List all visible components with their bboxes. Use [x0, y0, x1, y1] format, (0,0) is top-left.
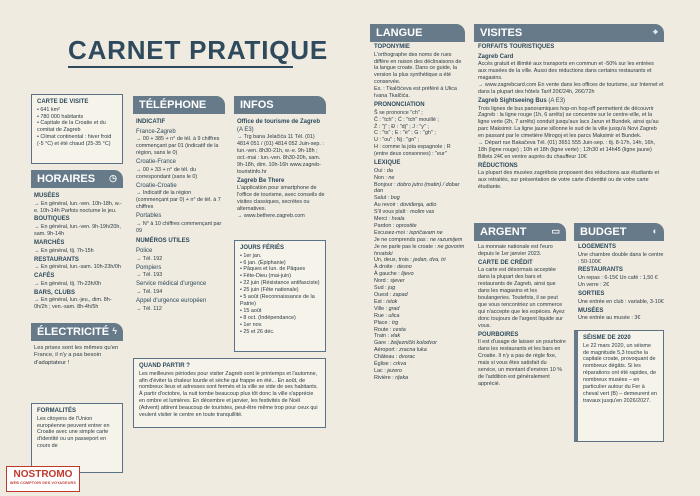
number-name: Police [136, 248, 153, 255]
lexique-entry [374, 340, 466, 347]
fr-hr-text: → 00 + 385 + n° de tél. à 9 chiffres commençant par 01 (indicatif de la région, sans le 0) [136, 136, 220, 157]
argent-intro: La monnaie nationale est l'euro depuis le 1er janvier 2023. [478, 244, 553, 257]
bus-title-line [478, 98, 664, 106]
carte-credit-title: CARTE DE CRÉDIT [478, 259, 533, 266]
telephone-heading: TÉLÉPHONE [139, 98, 207, 111]
budget-group-title: SORTIES [578, 290, 605, 297]
lexique-fr: Je ne comprends pas : [374, 236, 431, 243]
lexique-fr: Bonjour : [374, 181, 398, 188]
horaires-group-text: → En général, tlj. 7h-15h [34, 247, 94, 254]
horaires-group-text: → En général, lun.-ven. 10h-18h, w.-e. 10h-14h Parfois nocturne le jeu. [34, 200, 122, 214]
carte-visite-item: • Capitale de la Croatie et du comitat de Zagreb [37, 120, 106, 134]
app-text: L'application pour smartphone de l'office de tourisme, avec conseils de visites classiques, secrètes ou alternatives. [237, 185, 325, 213]
lexique-entry [374, 313, 466, 320]
prononciation-title: PRONONCIATION [374, 102, 425, 109]
hr-fr-text: → 00 + 33 + n° de tél. du correspondant (sans le 0) [136, 166, 198, 180]
reductions-text: La plupart des musées zagrébois proposent des réductions aux étudiants et aux retraités, sur présentation de votre carte d'identité ou de votre carte étudiante. [478, 170, 659, 191]
number-name: Appel d'urgence européen [136, 297, 207, 304]
lexique-fr: Oui : [374, 167, 387, 174]
lexique-fr: Rue : [374, 312, 389, 319]
ferie-item: • 22 juin (Résistance antifasciste) [240, 280, 320, 287]
lexique-hr: molim vas [410, 209, 435, 216]
lexique-hr: ne govorim hrvatski [374, 243, 465, 257]
lexique-entry [374, 333, 466, 340]
logo-tagline: WEB COMPTOIR DES VOYAGEURS [10, 481, 76, 485]
formalites-heading: FORMALITÉS [37, 408, 76, 414]
infos-heading: INFOS [240, 98, 274, 111]
lexique-hr: ispričavam ne [409, 229, 443, 236]
prononciation-line: H : comme la jota espagnole ; R (entre deux consonnes) : "eur" [374, 144, 451, 158]
lexique-entry [374, 320, 466, 327]
lexique-hr: bog [390, 195, 400, 202]
lexique-hr: ulica [388, 312, 400, 319]
jours-feries-box [234, 240, 326, 352]
hr-hr-text: → Indicatif de la région (commençant par 0) + n° de tél. à 7 chiffres [136, 190, 221, 211]
horaires-group-title: CAFÉS [34, 273, 55, 280]
toponymie-example: Ex. : Tkalčićeva est préféré à Ulica Ivana Tkalčića. [374, 86, 457, 100]
lexique-entry [374, 168, 466, 175]
lexique-hr: ne [388, 174, 395, 181]
lexique-fr: Église : [374, 361, 394, 368]
lexique-hr: zracna luka [399, 347, 427, 354]
toponymie-text: L'orthographe des noms de rues diffère en raison des déclinaisons de la langue croate. Dans ce guide, la version la plus synthétique a été conservée. [374, 51, 462, 86]
langue-content [374, 44, 466, 382]
pourboires-text: Il est d'usage de laisser un pourboire dans les restaurants et les bars en Croatie. Il n'y a pas de règle fixe, mais si vous êtes satisfait du service, un montant d'environ 10 % de l'addition est généralement apprécié. [478, 339, 566, 387]
visites-header [474, 24, 664, 42]
horaires-group-text: → En général, lun.-jeu., dim. 8h-0h/2h ; ven.-sam. 8h-4h/5h [34, 297, 112, 311]
lexique-hr: željeznički kolodvor [390, 340, 437, 347]
zagreb-card-text: Accès gratuit et illimité aux transports en commun et -50% sur les entrées aux musées de la ville. Aussi des réductions dans certains restaurants et magasins. [478, 61, 654, 82]
lexique-hr: trg [391, 319, 399, 326]
toponymie-title: TOPONYMIE [374, 44, 410, 50]
prononciation-line: Č : "tch" ; Ć : "tch" mouillé ; [374, 116, 439, 123]
lexique-entry [374, 278, 466, 285]
number-value: → Tél. 112 [136, 305, 162, 312]
feries-heading: JOURS FÉRIÉS [240, 245, 285, 251]
seisme-text: Le 22 mars 2020, un séisme de magnitude 5,3 touche la capitale croate, provoquant de nombreux dégâts. Si les réparations ont été rapides, de nombreux musées – en particulier autour du Fer à cheval vert (B) – demeurent en travaux jusqu'en 2026/2027. [583, 342, 658, 404]
lexique-fr: Nord : [374, 278, 391, 285]
horaires-group-title: RESTAURANTS [34, 256, 79, 263]
lexique-hr: zapad [392, 292, 408, 299]
ferie-item: • 25 juin (Fête nationale) [240, 287, 299, 294]
lexique-entry [374, 237, 466, 244]
app-link[interactable]: → www.bethere.zagreb.com [237, 213, 305, 220]
lexique-fr: Non : [374, 174, 389, 181]
lexique-hr: da [386, 167, 393, 174]
lexique-fr: Un, deux, trois : [374, 257, 414, 264]
office-ref: (A E3) [237, 126, 254, 133]
argent-heading: ARGENT [480, 225, 527, 238]
lexique-fr: À gauche : [374, 271, 402, 278]
lexique-entry [374, 292, 466, 299]
horaires-group-title: BARS, CLUBS [34, 289, 76, 296]
budget-header [574, 223, 664, 241]
ferie-item: • Pâques et lun. de Pâques [240, 266, 306, 273]
quand-heading: QUAND PARTIR ? [139, 363, 190, 369]
lexique-fr: Pardon : [374, 222, 396, 229]
bus-ref: (A E3) [548, 97, 566, 104]
prononciation-line: Ž : "j" ; Đ : "dj" ; J : "y" ; [374, 123, 429, 130]
page-title: CARNET PRATIQUE [68, 35, 328, 65]
electricite-content [34, 345, 122, 367]
lexique-fr: Excusez-moi : [374, 229, 410, 236]
piggy-bank-icon: ◐ [652, 226, 658, 237]
lexique-hr: istok [386, 298, 398, 305]
formalites-text: Les citoyens de l'Union européenne peuvent entrer en Croatie avec une simple carte d'identité ou un passeport en cours de [37, 415, 110, 450]
lexique-fr: Je ne parle pas le croate : [374, 243, 438, 250]
wallet-icon: ▭ [551, 226, 560, 237]
lexique-hr: jedan, dva, tri [413, 257, 446, 264]
lexique-fr: À droite : [374, 264, 398, 271]
clock-icon: ◷ [109, 173, 117, 184]
indicatif-title: INDICATIF [136, 119, 166, 125]
electricite-text: Les prises sont les mêmes qu'en France, il n'y a pas besoin d'adaptateur ! [34, 345, 119, 366]
horaires-group-title: MUSÉES [34, 193, 60, 199]
portables-text: → N° à 10 chiffres commençant par 09 [136, 220, 222, 234]
carte-visite-item: • 780 000 habitants [37, 113, 84, 120]
bus-link: → Départ rue Bakačeva Tél. (01) 3651 555 Juin-sep. : tlj. 8-17h, 14h, 16h, 18h (ligne rouge) ; 10h et 18h (ligne verte) ; 12h30 et 14h45 (ligne jaune) Billets 24€ en ventre auprès du chauffeur 10€ [478, 140, 655, 160]
electricite-heading: ÉLECTRICITÉ [37, 325, 110, 338]
seisme-box [574, 330, 664, 442]
lexique-fr: Château : [374, 354, 399, 361]
number-value: → Tél. 193 [136, 272, 163, 279]
lexique-hr: dobro jutro (matin) / dobar dan [374, 181, 460, 195]
lexique-entry [374, 347, 466, 354]
logo-name: NOSTROMO [13, 469, 73, 480]
seisme-heading: SÉISME DE 2020 [583, 335, 631, 341]
lexique-hr: dvorac [398, 354, 416, 361]
budget-group-text: Un repas : 6-15€ Un café : 1,50 € Un verre : 2€ [578, 275, 658, 289]
portables-title: Portables [136, 212, 162, 219]
lexique-entry [374, 285, 466, 292]
bus-text: Trois lignes de bus panoramiques hop-on hop-off permettent de découvrir Zagreb : la ligne rouge (1h, 6 arrêts) se concentre sur le centre-ville, et la ligne verte (2h, 7 arrêts) conduit jusqu'aux lacs Jarun et Bundek, ainsi qu'au parc Maksimir. La ligne jaune sillonne le sud de la ville jusqu'à Novi Zagreb en passant par le cimetière Mirogoj et les parcs Maksimir et Bundek. [478, 105, 659, 140]
ferie-item: • 15 août [240, 307, 262, 314]
map-pin-icon: ⌖ [652, 27, 658, 38]
lexique-fr: Merci : [374, 216, 392, 223]
infos-content [237, 117, 327, 220]
horaires-content [34, 191, 124, 311]
horaires-heading: HORAIRES [37, 172, 96, 185]
lexique-hr: ne razumijem [430, 236, 463, 243]
hr-fr-title: Croatie-France [136, 159, 177, 166]
visites-heading: VISITES [480, 26, 523, 39]
lexique-entry [374, 271, 466, 278]
lexique-fr: Place : [374, 319, 392, 326]
lexique-fr: Salut : [374, 195, 391, 202]
lexique-fr: Gare : [374, 340, 391, 347]
lexique-hr: crkva [393, 361, 407, 368]
quand-text: Les meilleures périodes pour visiter Zagreb sont le printemps et l'automne, afin d'éviter la chaleur lourde et sèche qui frappe en été... En août, de nombreux lieux et adresses sont fermés et la ville se vide de ses habitants. À partir d'octobre, la nuit tombe beaucoup plus tôt donc la ville s'apprécie en ombre et lumières. En décembre et janvier, les festivités de Noël (Advent) attirent beaucoup de touristes, peut-être même trop pour ceux qui veulent visiter le centre en toute tranquillité. [139, 370, 318, 419]
reductions-title: RÉDUCTIONS [478, 162, 518, 169]
lexique-entry [374, 216, 466, 223]
budget-content [578, 244, 664, 322]
lexique-hr: rijeka [395, 374, 409, 381]
ferie-item: • Fête-Dieu (mai-juin) [240, 273, 292, 280]
number-value: → Tél. 192 [136, 255, 163, 262]
budget-group-title: RESTAURANTS [578, 267, 623, 274]
infos-header [234, 96, 326, 114]
carte-visite-item: • 641 km² [37, 106, 60, 113]
lexique-entry [374, 244, 466, 258]
ferie-item: • 1er nov. [240, 321, 263, 328]
horaires-group-title: BOUTIQUES [34, 216, 70, 223]
lexique-fr: Ville : [374, 305, 389, 312]
budget-heading: BUDGET [580, 225, 627, 238]
lexique-entry [374, 327, 466, 334]
number-name: Pompiers [136, 264, 162, 271]
lexique-fr: Lac : [374, 367, 388, 374]
lexique-hr: vlak [390, 333, 401, 340]
ferie-item: • 1er jan. [240, 252, 262, 259]
electricite-header [31, 323, 123, 341]
lexique-entry [374, 175, 466, 182]
zagreb-card-link[interactable]: → www.zagrebcard.com En vente dans les offices de tourisme, sur Internet et dans la plupart des hôtels Tarif 20€/24h, 26€/72h [478, 82, 664, 95]
budget-group-title: LOGEMENTS [578, 244, 617, 250]
lexique-entry [374, 195, 466, 202]
ferie-item: • 6 jan. (Épiphanie) [240, 259, 286, 266]
number-name: Service médical d'urgence [136, 281, 207, 288]
forfaits-title: FORFAITS TOURISTIQUES [478, 44, 555, 50]
lexique-hr: lijevo [401, 271, 414, 278]
lexique-entry [374, 230, 466, 237]
lexique-hr: cesta [392, 326, 406, 333]
quand-partir-box [133, 358, 326, 428]
carte-visite-item: • Climat continental : hiver froid (-5 °C) et été chaud (25-35 °C) [37, 134, 112, 148]
fr-hr-title: France-Zagreb [136, 128, 176, 135]
pourboires-title: POURBOIRES [478, 331, 519, 338]
lexique-title: LEXIQUE [374, 160, 401, 167]
horaires-group-text: → En général, lun.-ven. 9h-19h/20h, sam. 9h-14h [34, 224, 121, 238]
lexique-fr: Route : [374, 326, 393, 333]
lexique-fr: Au revoir : [374, 202, 401, 209]
bus-title: Zagreb Sightseeing Bus [478, 97, 547, 104]
argent-header [474, 223, 566, 241]
langue-heading: LANGUE [376, 26, 423, 39]
budget-group-text: Une entrée au musée : 3€ [578, 315, 641, 322]
telephone-header [133, 96, 225, 114]
formalites-box [31, 403, 123, 473]
lexique-hr: desno [397, 264, 412, 271]
numeros-utiles-title: NUMÉROS UTILES [136, 238, 190, 245]
zagreb-card-title: Zagreb Card [478, 53, 514, 60]
lexique-fr: Aéroport : [374, 347, 400, 354]
ferie-item: • 8 oct. (Indépendance) [240, 314, 296, 321]
lexique-entry [374, 182, 466, 196]
office-title: Office de tourisme de Zagreb [237, 119, 321, 125]
lexique-fr: Train : [374, 333, 391, 340]
lexique-fr: Est : [374, 298, 387, 305]
prononciation-line: U : "ou" ; Nj : "gn" ; [374, 137, 420, 144]
lexique-list [374, 168, 466, 382]
title-divider [68, 66, 293, 68]
lexique-entry [374, 375, 466, 382]
ferie-item: • 5 août (Reconnaissance de la Patrie) [240, 294, 315, 308]
lexique-hr: jezero [387, 367, 402, 374]
lexique-hr: doviđenja, adio [400, 202, 437, 209]
telephone-content [136, 117, 224, 312]
budget-group-title: MUSÉES [578, 307, 604, 314]
carte-de-visite-box [31, 94, 123, 164]
lexique-hr: jug [388, 285, 396, 292]
prononciation-line: C : "ts" ; E : "é" ; G : "gh" ; [374, 130, 436, 137]
horaires-header [31, 170, 123, 188]
carte-visite-heading: CARTE DE VISITE [37, 99, 89, 105]
horaires-group-title: MARCHÉS [34, 239, 65, 246]
lexique-entry [374, 299, 466, 306]
office-title-line [237, 119, 327, 134]
ferie-item: • 25 et 26 déc. [240, 328, 275, 335]
lexique-entry [374, 209, 466, 216]
budget-group-text: Une entrée en club : variable, 3-10€ [578, 298, 664, 305]
lexique-fr: Sud : [374, 285, 389, 292]
lexique-entry [374, 306, 466, 313]
carte-credit-text: La carte est désormais acceptée dans la plupart des bars et restaurants de Zagreb, ainsi que dans les magasins et les boulangeries. Toutefois, il se peut que vous rencontriez un commerce qui n'accepte que les espèces. Ayez donc toujours de l'argent liquide sur vous. [478, 267, 565, 329]
number-value: → Tél. 194 [136, 288, 163, 295]
visites-content [478, 44, 664, 191]
lexique-hr: grad [388, 305, 400, 312]
lexique-fr: S'il vous plaît : [374, 209, 411, 216]
argent-content [478, 244, 566, 388]
lexique-fr: Rivière : [374, 374, 396, 381]
nostromo-logo [6, 466, 80, 492]
lexique-hr: sjever [390, 278, 405, 285]
langue-header [370, 24, 465, 42]
lexique-hr: hvala [391, 216, 405, 223]
horaires-group-text: → En général, lun.-sam. 10h-23h/0h [34, 264, 121, 271]
lexique-entry [374, 223, 466, 230]
budget-group-text: Une chambre double dans le centre : 50-100€ [578, 251, 664, 265]
office-text: → Trg bana Jelačića 11 Tél. (01) 4814 051 / (01) 4814 052 Juin-sep. : lun.-ven. 8h30-21h, w.-e. 9h-18h ; oct.-mai : lun.-ven. 8h30-20h, sam. 9h-18h, dim. 10h-16h www.zagreb-touristinfo.hr [237, 134, 324, 175]
lexique-entry [374, 202, 466, 209]
lexique-entry [374, 361, 466, 368]
lexique-fr: Ouest : [374, 292, 393, 299]
app-title: Zagreb Be There [237, 177, 285, 184]
hr-hr-title: Croatie-Croatie [136, 182, 177, 189]
lexique-hr: oprostite [395, 222, 417, 229]
lexique-entry [374, 368, 466, 375]
plug-icon: ϟ [112, 326, 117, 337]
horaires-group-text: → En général, tlj. 7h-23h/0h [34, 280, 102, 287]
prononciation-line: Š se prononce "ch" ; [374, 109, 423, 116]
